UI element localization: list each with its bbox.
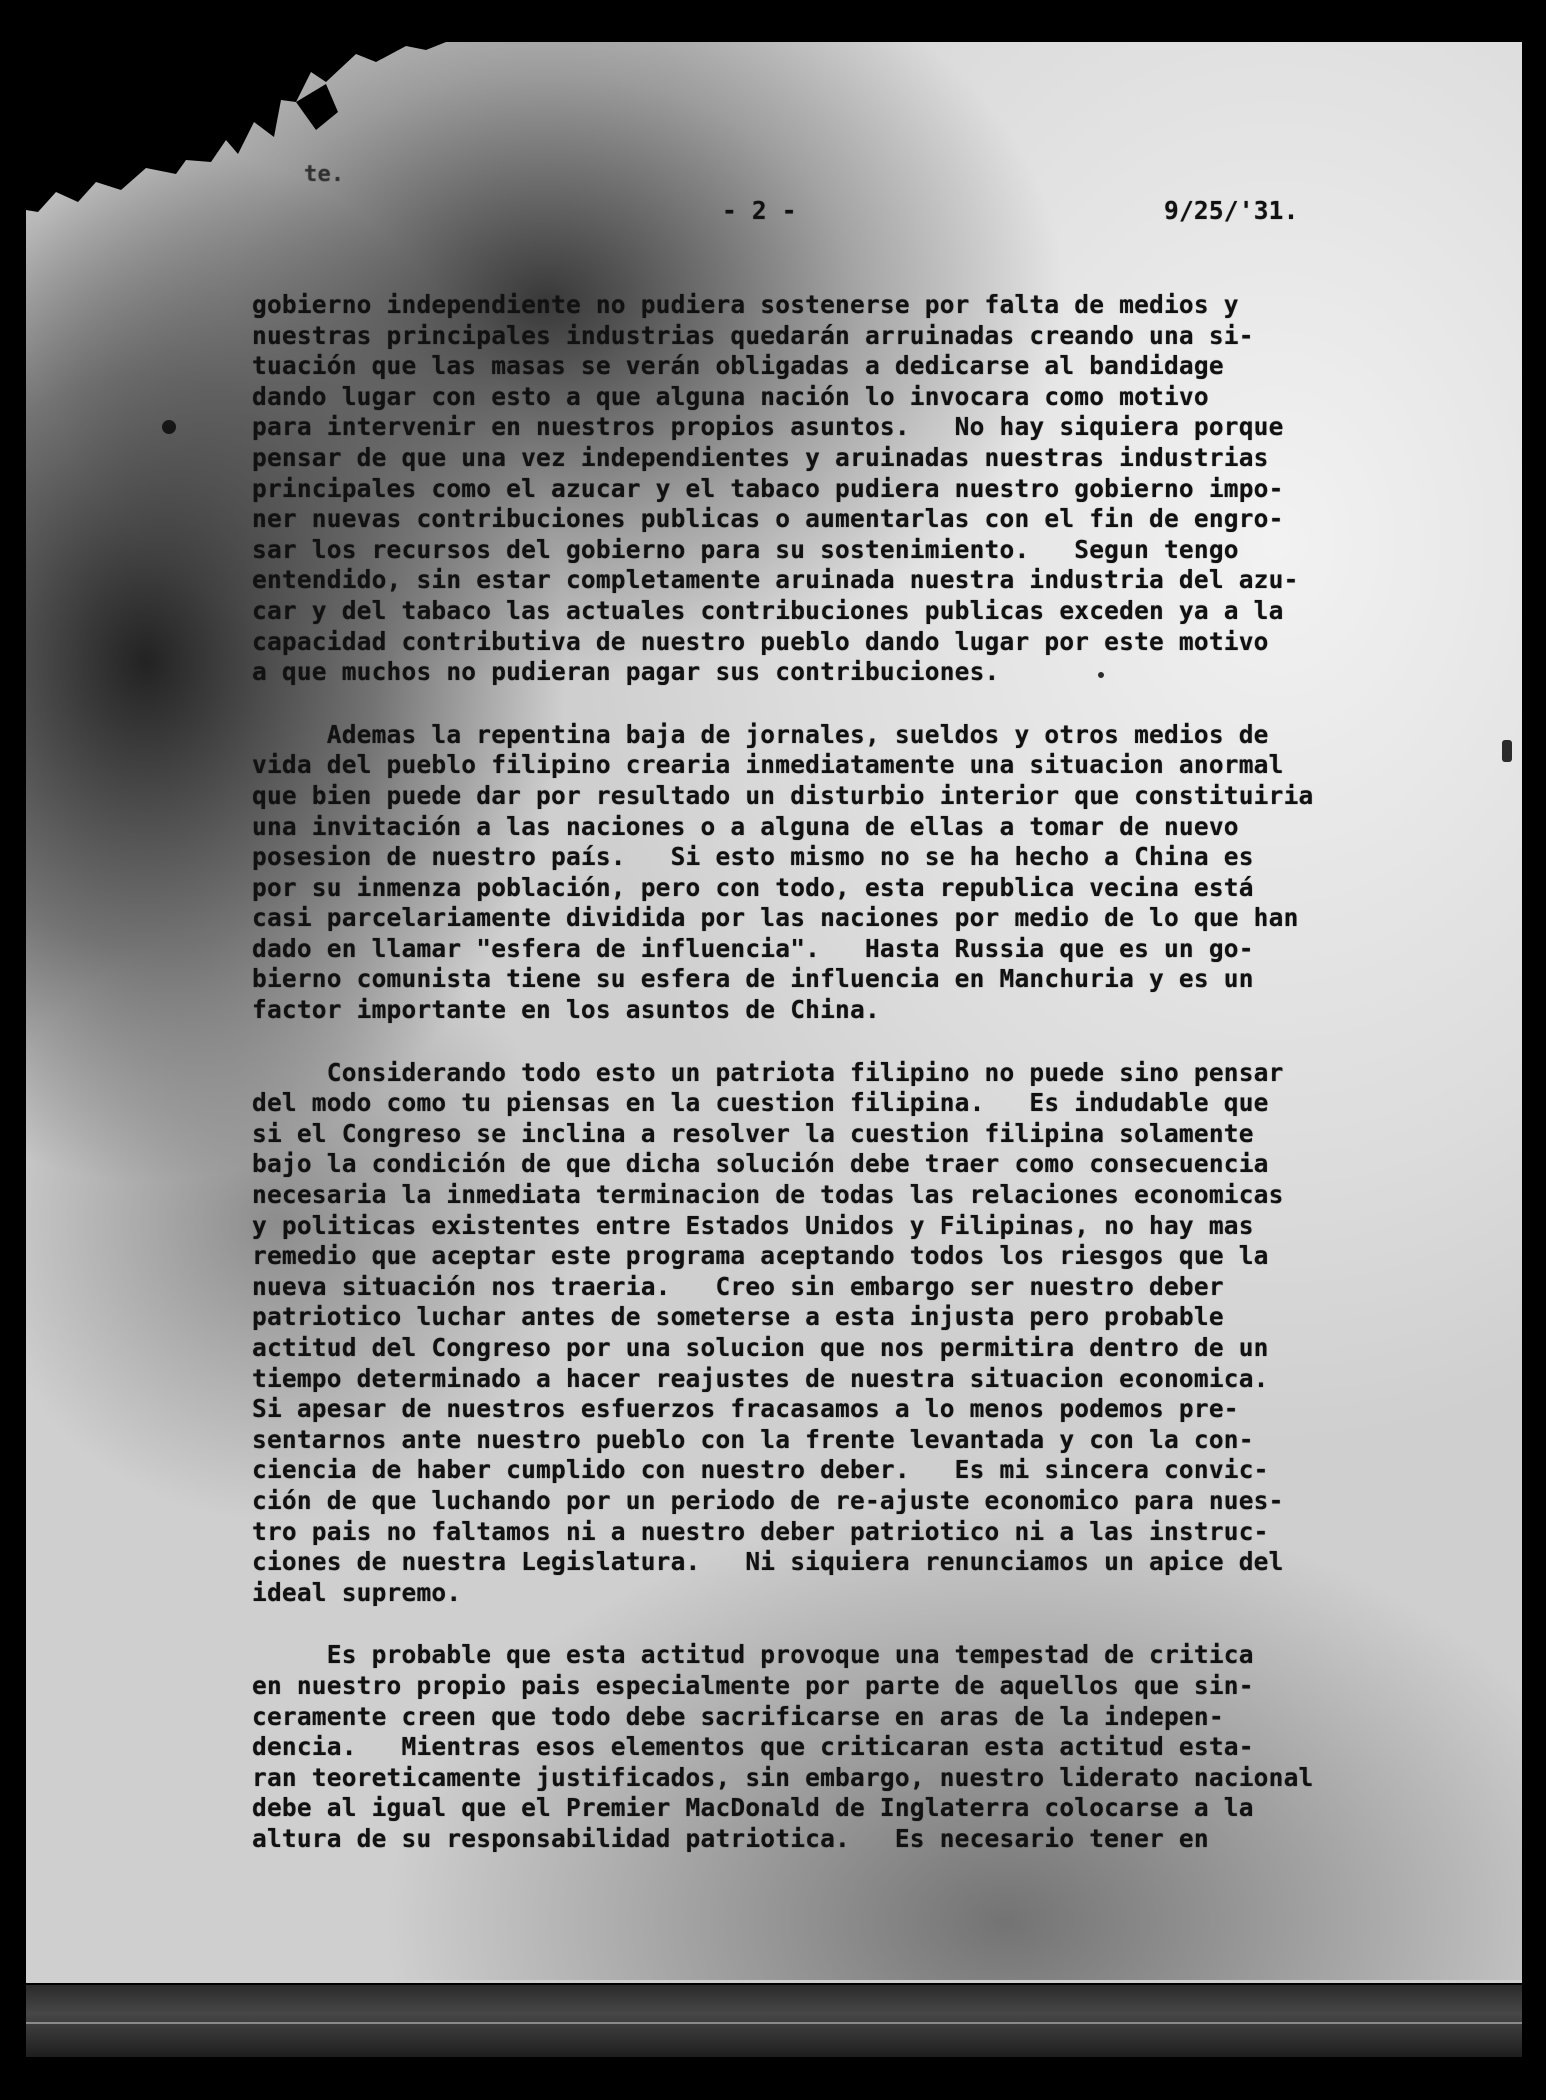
text-line: a que muchos no pudieran pagar sus contribuciones. [252,657,1000,687]
text-line: altura de su responsabilidad patriotica. Es necesario tener en [252,1823,1209,1853]
paragraph-gap [252,688,1372,720]
text-line: nueva situación nos traeria. Creo sin embargo ser nuestro deber [252,1271,1224,1301]
text-line: para intervenir en nuestros propios asuntos. No hay siquiera porque [252,412,1284,442]
text-line: Si apesar de nuestros esfuerzos fracasamos a lo menos podemos pre- [252,1394,1239,1424]
text-line: actitud del Congreso por una solucion que nos permitira dentro de un [252,1333,1269,1362]
text-line: en nuestro propio pais especialmente por parte de aquellos que sin- [252,1670,1254,1700]
letter-body [252,290,1372,1855]
text-line: principales como el azucar y el tabaco pudiera nuestro gobierno impo- [252,473,1284,503]
text-line: dencia. Mientras esos elementos que criticaran esta actitud esta- [252,1732,1254,1762]
text-line: bajo la condición de que dicha solución debe traer como consecuencia [252,1149,1269,1179]
paragraph-1 [252,290,1372,688]
text-line: gobierno independiente no pudiera sostenerse por falta de medios y [252,290,1239,319]
text-line: casi parcelariamente dividida por las naciones por medio de lo que han [252,903,1299,933]
text-line: vida del pueblo filipino crearia inmediatamente una situacion anormal [252,750,1284,780]
text-line: Es probable que esta actitud provoque una tempestad de critica [252,1640,1254,1670]
paragraph-4 [252,1640,1372,1854]
text-line: posesion de nuestro país. Si esto mismo no se ha hecho a China es [252,842,1254,872]
text-line: pensar de que una vez independientes y aruinadas nuestras industrias [252,442,1269,472]
text-line: nuestras principales industrias quedarán arruinadas creando una si- [252,320,1254,350]
text-line: sar los recursos del gobierno para su sostenimiento. Segun tengo [252,534,1239,564]
ink-blot [162,420,176,434]
paragraph-2 [252,720,1372,1026]
paragraph-gap [252,1026,1372,1058]
text-line: patriotico luchar antes de someterse a esta injusta pero probable [252,1302,1224,1332]
letter-date: 9/25/'31. [1164,196,1299,225]
ink-blot [1502,740,1512,762]
text-line: car y del tabaco las actuales contribuciones publicas exceden ya a la [252,595,1284,625]
text-line: Ademas la repentina baja de jornales, sueldos y otros medios de [252,719,1269,749]
text-line: tro pais no faltamos ni a nuestro deber patriotico ni a las instruc- [252,1516,1269,1546]
text-line: tuación que las masas se verán obligadas a dedicarse al bandidage [252,351,1224,381]
text-line: ciencia de haber cumplido con nuestro deber. Es mi sincera convic- [252,1455,1269,1485]
text-line: por su inmenza población, pero con todo, esta republica vecina está [252,872,1254,902]
text-line: bierno comunista tiene su esfera de influencia en Manchuria y es un [252,964,1254,994]
text-line: del modo como tu piensas en la cuestion filipina. Es indudable que [252,1088,1269,1118]
paragraph-3 [252,1058,1372,1609]
text-line: ideal supremo. [252,1577,462,1607]
text-line: factor importante en los asuntos de China. [252,995,880,1025]
text-line: Considerando todo esto un patriota filipino no puede sino pensar [252,1057,1284,1087]
text-line: necesaria la inmediata terminacion de todas las relaciones economicas [252,1180,1284,1210]
header-partial-text: te. [304,162,345,187]
text-line: una invitación a las naciones o a alguna de ellas a tomar de nuevo [252,811,1239,841]
text-line: que bien puede dar por resultado un disturbio interior que constituiria [252,780,1314,810]
text-line: entendido, sin estar completamente aruinada nuestra industria del azu- [252,565,1299,595]
text-line: capacidad contributiva de nuestro pueblo dando lugar por este motivo [252,626,1269,656]
film-strip-bottom [26,1985,1522,2057]
paragraph-gap [252,1608,1372,1640]
text-line: dado en llamar "esfera de influencia". Hasta Russia que es un go- [252,933,1254,963]
film-edge [26,1980,1522,1983]
text-line: tiempo determinado a hacer reajustes de nuestra situacion economica. [252,1363,1269,1393]
text-line: debe al igual que el Premier MacDonald de Inglaterra colocarse a la [252,1793,1254,1823]
text-line: ran teoreticamente justificados, sin embargo, nuestro liderato nacional [252,1762,1314,1792]
film-edge [26,2022,1522,2024]
text-line: ciones de nuestra Legislatura. Ni siquiera renunciamos un apice del [252,1547,1284,1577]
text-line: dando lugar con esto a que alguna nación lo invocara como motivo [252,381,1209,411]
text-line: si el Congreso se inclina a resolver la cuestion filipina solamente [252,1118,1254,1148]
text-line: remedio que aceptar este programa aceptando todos los riesgos que la [252,1241,1269,1271]
torn-corner [26,42,446,212]
text-line: sentarnos ante nuestro pueblo con la frente levantada y con la con- [252,1424,1254,1454]
page-number: - 2 - [722,196,797,225]
text-line: ción de que luchando por un periodo de re-ajuste economico para nues- [252,1485,1284,1515]
text-line: y politicas existentes entre Estados Unidos y Filipinas, no hay mas [252,1210,1254,1240]
text-line: ner nuevas contribuciones publicas o aumentarlas con el fin de engro- [252,504,1284,534]
text-line: ceramente creen que todo debe sacrificarse en aras de la indepen- [252,1701,1224,1731]
